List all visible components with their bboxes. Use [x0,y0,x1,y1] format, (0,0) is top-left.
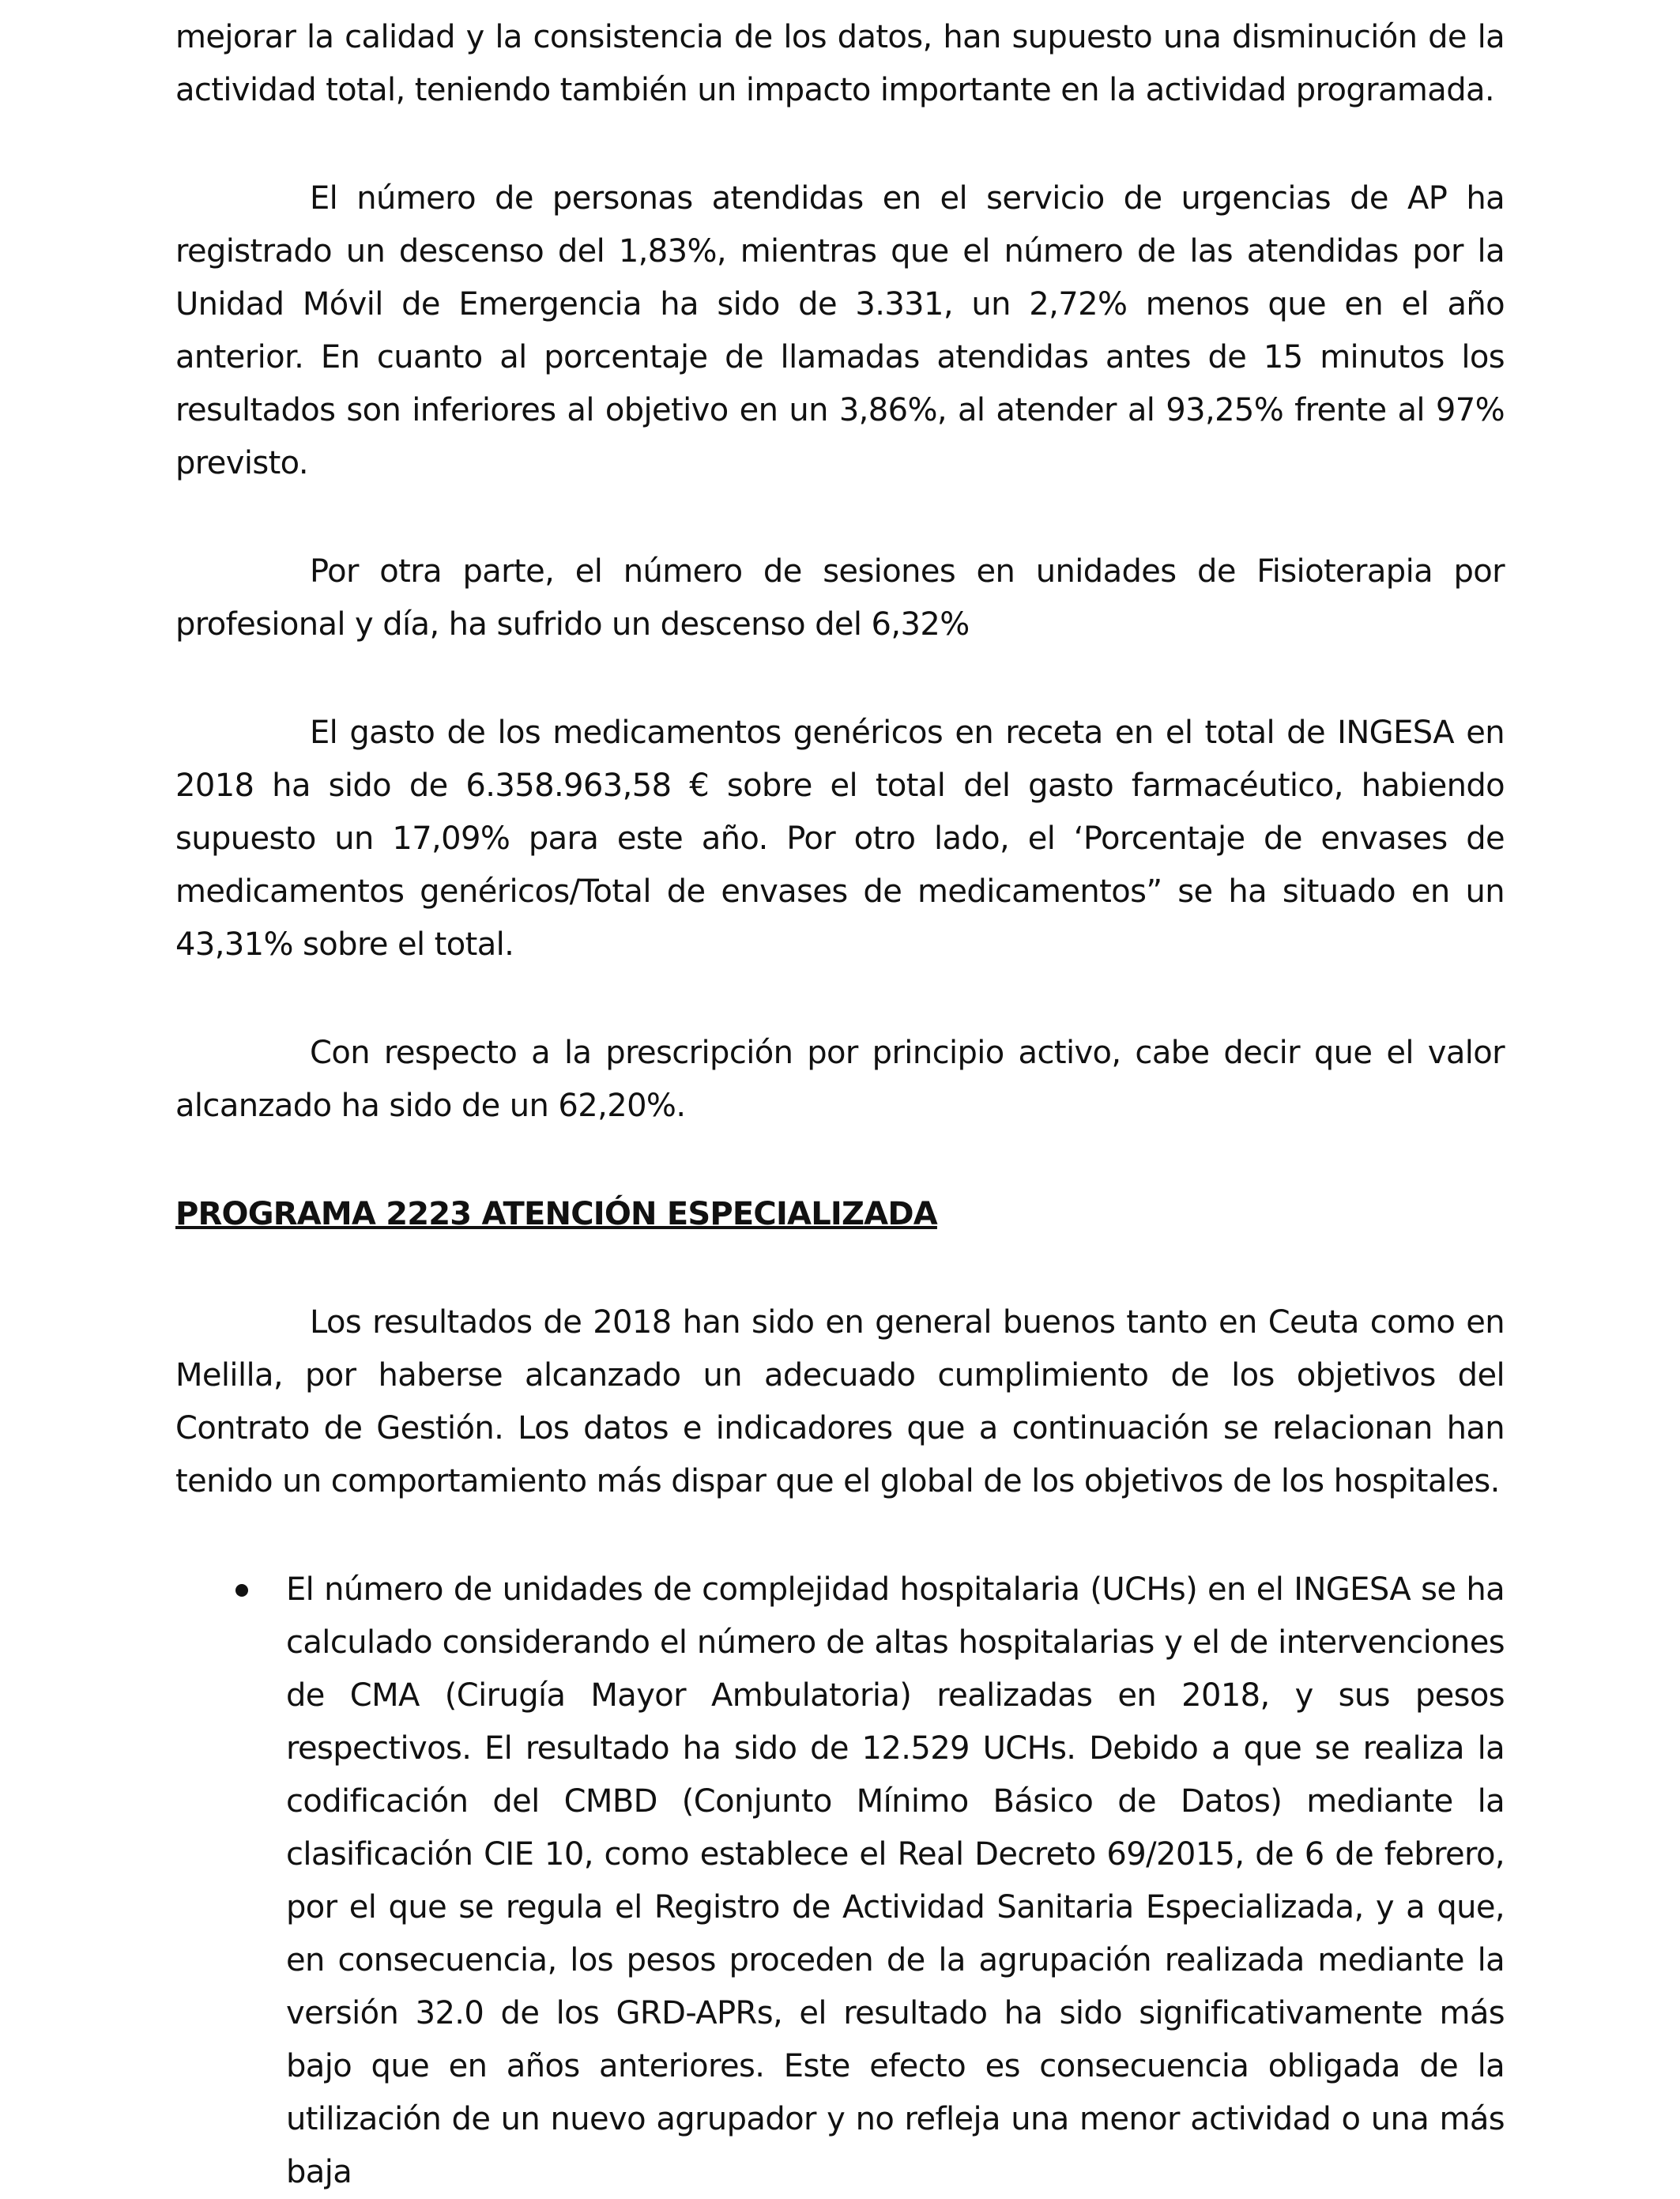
paragraph-continuation: mejorar la calidad y la consistencia de los datos, han supuesto una disminución de la actividad total, teniendo también un impacto importante en la actividad programada. [175,19,1505,108]
bullet-icon [235,1584,248,1597]
list-item [175,1563,1505,2199]
paragraph-medicamentos-genericos: El gasto de los medicamentos genéricos en receta en el total de INGESA en 2018 ha sido de 6.358.963,58 € sobre el total del gasto farmacéutico, habiendo supuesto un 17,09% para este año. Por otro lado, el ‘Porcentaje de envases de medicamentos genéricos/Total de envases de medicamentos” se ha situado en un 43,31% sobre el total. [175,715,1505,963]
document-page [175,11,1505,2199]
paragraph-principio-activo: Con respecto a la prescripción por principio activo, cabe decir que el valor alcanzado ha sido de un 62,20%. [175,1035,1505,1124]
paragraph-urgencias: El número de personas atendidas en el servicio de urgencias de AP ha registrado un descenso del 1,83%, mientras que el número de las atendidas por la Unidad Móvil de Emergencia ha sido de 3.331, un 2,72% menos que en el año anterior. En cuanto al porcentaje de llamadas atendidas antes de 15 minutos los resultados son inferiores al objetivo en un 3,86%, al atender al 93,25% frente al 97% previsto. [175,180,1505,481]
section-heading: PROGRAMA 2223 ATENCIÓN ESPECIALIZADA [175,1196,937,1232]
paragraph-resultados-2018: Los resultados de 2018 han sido en general buenos tanto en Ceuta como en Melilla, por haberse alcanzado un adecuado cumplimiento de los objetivos del Contrato de Gestión. Los datos e indicadores que a continuación se relacionan han tenido un comportamiento más dispar que el global de los objetivos de los hospitales. [175,1304,1505,1499]
paragraph-fisioterapia: Por otra parte, el número de sesiones en unidades de Fisioterapia por profesional y día, ha sufrido un descenso del 6,32% [175,553,1505,643]
list-item-text: El número de unidades de complejidad hospitalaria (UCHs) en el INGESA se ha calculado considerando el número de altas hospitalarias y el de intervenciones de CMA (Cirugía Mayor Ambulatoria) realizadas en 2018, y sus pesos respectivos. El resultado ha sido de 12.529 UCHs. Debido a que se realiza la codificación del CMBD (Conjunto Mínimo Básico de Datos) mediante la clasificación CIE 10, como establece el Real Decreto 69/2015, de 6 de febrero, por el que se regula el Registro de Actividad Sanitaria Especializada, y a que, en consecuencia, los pesos proceden de la agrupación realizada mediante la versión 32.0 de los GRD-APRs, el resultado ha sido significativamente más bajo que en años anteriores. Este efecto es consecuencia obligada de la utilización de un nuevo agrupador y no refleja una menor actividad o una más baja [286,1571,1505,2190]
